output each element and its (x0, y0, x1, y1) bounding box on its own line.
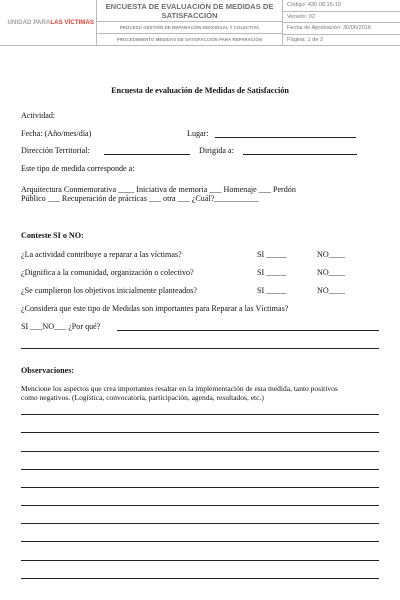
question-2-no[interactable]: NO____ (317, 268, 345, 277)
activity-label: Actividad: (21, 111, 56, 120)
document-version: Versión: 02 (283, 11, 400, 23)
place-field[interactable] (215, 137, 356, 138)
consider-question: ¿Considera que este tipo de Medidas son importantes para Reparar a las Víctimas? (21, 304, 289, 313)
page-number: Página: 1 de 2 (283, 34, 400, 46)
territorial-field[interactable] (104, 154, 190, 155)
date-label: Fecha: (Año/mes/día) (21, 129, 92, 138)
process-name: PROCESO GESTIÓN DE REPARACIÓN INDIVIDUAL Y COLECTIVA (119, 25, 260, 30)
question-1-yes[interactable]: SI _____ (257, 250, 287, 259)
document-code: Código: 430.08.15-10 (287, 2, 341, 9)
type-options-line-2: Público ___ Recuperación de prácticas ___ otra ___ ¿Cuál?___________ (21, 194, 259, 203)
observation-line[interactable] (21, 505, 379, 506)
document-title: ENCUESTA DE EVALUACIÓN DE MEDIDAS DE SATISFACCIÓN (97, 0, 282, 22)
territorial-label: Dirección Territorial: (21, 146, 90, 155)
observations-title: Observaciones: (21, 366, 75, 375)
question-3-no[interactable]: NO____ (317, 286, 345, 295)
directed-label: Dirigida a: (199, 146, 234, 155)
observation-line[interactable] (21, 541, 379, 542)
why-field[interactable] (117, 330, 379, 331)
why-field-line[interactable] (21, 348, 379, 349)
observation-line[interactable] (21, 432, 379, 433)
form-title: Encuesta de evaluación de Medidas de Satisfacción (111, 86, 289, 95)
procedure-name: PROCEDIMIENTO MEDIDAS DE SATISFACCIÓN PARA REPARACIÓN (97, 33, 282, 45)
logo-text-prefix: UNIDAD PARA (7, 19, 51, 26)
place-label: Lugar: (187, 129, 209, 138)
observation-line[interactable] (21, 523, 379, 524)
question-3-yes[interactable]: SI _____ (257, 286, 287, 295)
observation-line[interactable] (21, 487, 379, 488)
logo-text-accent: LAS VÍCTIMAS (50, 19, 94, 26)
approval-date: Fecha de Aprobación: 30/06/2016 (283, 22, 400, 34)
question-1: ¿La actividad contribuye a reparar a las víctimas? (21, 250, 182, 259)
question-2-yes[interactable]: SI _____ (257, 268, 287, 277)
header-meta-cell (283, 0, 400, 45)
observation-line[interactable] (21, 560, 379, 561)
question-2: ¿Dignifica a la comunidad, organización o colectivo? (21, 268, 194, 277)
observation-line[interactable] (21, 451, 379, 452)
document-header (0, 0, 400, 46)
logo (0, 0, 97, 45)
consider-answer: SI ___NO___ ¿Por qué? (21, 322, 101, 331)
observations-text-1: Mencione los aspectos que crea importantes resaltar en la implementación de esta medida, tanto positivos (21, 384, 338, 393)
observation-line[interactable] (21, 469, 379, 470)
type-options-line-1: Arquitectura Conmemorativa ____ Iniciativa de memoria ___ Homenaje ___ Perdón (21, 185, 296, 194)
question-3: ¿Se cumplieron los objetivos inicialmente planteados? (21, 286, 197, 295)
header-title-cell (97, 0, 283, 45)
observations-text-2: como negativos. (Logística, convocatoria, participación, agenda, resultados, etc.) (21, 393, 264, 402)
observation-line[interactable] (21, 414, 379, 415)
observation-line[interactable] (21, 578, 379, 579)
question-1-no[interactable]: NO____ (317, 250, 345, 259)
type-question: Este tipo de medida corresponde a: (21, 164, 135, 173)
directed-field[interactable] (243, 154, 357, 155)
yes-no-title: Conteste SI o NO: (21, 231, 84, 240)
